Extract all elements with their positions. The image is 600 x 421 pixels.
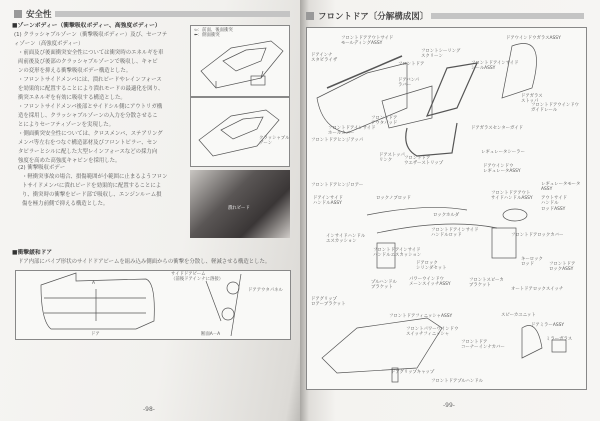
body-text-line: を効果的に配置することにより潰れモードの最適化を図り、: [18, 86, 164, 92]
part-label: ドアストッパ リンク: [379, 153, 405, 164]
part-label: フロントドアヒンジロアー: [311, 183, 364, 188]
page-number: -98-: [143, 406, 155, 413]
body-diagram-side: [190, 97, 290, 167]
part-label: ミラーガラス: [546, 337, 573, 342]
header-bar: [55, 11, 290, 17]
part-label: フロントドア コーナーインナカバー: [461, 340, 505, 351]
section-a-marker: A: [92, 281, 96, 286]
part-label: フロントドア アウタパッド: [371, 116, 398, 127]
crush-bead-photo: [190, 170, 290, 238]
part-label: ロックホルダ: [433, 213, 460, 218]
door-label: ドア: [91, 332, 100, 337]
section-title: 安全性: [26, 10, 52, 20]
zone-body-heading: ■ゾーンボディー（衝撃吸収ボディー、高強度ボディー）: [12, 23, 161, 29]
part-label: ドアウインドウ レギュレータASSY: [483, 164, 521, 175]
part-label: ドアウインドウガラスASSY: [506, 36, 561, 41]
zone-body-block: [12, 22, 167, 166]
body-text-line: ・軽衝突事故の場合、損傷範囲が小範囲に止まるようフロン: [22, 174, 168, 180]
legend-entry: ⇦：前面、後面衝突: [194, 28, 233, 33]
part-label: フロントドアインサイド シールASSY: [471, 61, 519, 72]
body-text-line: 傷を極力前側で抑える構造とした。: [22, 201, 109, 207]
part-label: フロントドアロックカバー: [511, 233, 564, 238]
part-label: フロントドアウインドウ ガイドレール: [531, 103, 580, 114]
part-label: フロントドアヒンジアッパ: [311, 138, 364, 143]
door-beam-illustration: [16, 271, 290, 339]
body-text-line: ・側面衝突安全性については、クロスメンバ、ステアリング: [18, 131, 163, 137]
body-text-line: ・前面及び後面衝突安全性については衝突時のエネルギを車: [18, 50, 164, 56]
part-label: フロントドアインサイド ハンドルロッド: [431, 228, 479, 239]
header-bar: [431, 13, 584, 19]
section-header: [14, 9, 290, 19]
side-door-beam-label: サイドドアビーム （前後ドアインナに溶接）: [171, 272, 224, 283]
door-beam-diagram: [15, 270, 291, 340]
page-number: -99-: [443, 402, 455, 409]
body-text-line: 造を採用し、クラッシャブルゾーンの入力を分散させるこ: [18, 113, 158, 119]
crush-bead-label: 潰れビード: [228, 206, 250, 211]
item2-title: (2) 衝撃吸収ボデー: [18, 165, 66, 171]
door-text: ドア内部にパイプ形状のサイドドアビームを組み込み側面からの衝撃を分散し、軽減させる構造とした。: [18, 259, 271, 265]
exploded-view-diagram: [306, 27, 587, 390]
body-text-line: トサイドメンバに潰れビードを効果的に配置することによ: [22, 183, 162, 189]
section-header: [306, 11, 584, 21]
part-label: スピーカユニット: [501, 313, 536, 318]
part-label: キーロック ロッド: [521, 257, 543, 268]
door-block: [12, 249, 270, 267]
body-text-line: メンバ等左右をつなぐ構造部材及びフロントピラー、セン: [18, 140, 158, 146]
section-aa-label: 断面A－A: [201, 332, 221, 337]
car-body-illustration: [191, 26, 289, 96]
body-text-line: ・フロントサイドメンバには、潰れビードやレインフォース: [18, 77, 162, 83]
part-label: レギュレータシーラー: [481, 150, 525, 155]
header-square: [14, 10, 22, 18]
car-body-illustration-2: [191, 98, 289, 166]
part-label: フロントシーリング スクリーン: [421, 49, 461, 60]
part-label: パワーウインドウ メーンスイッチASSY: [409, 277, 451, 288]
right-page: [300, 0, 600, 421]
body-text-line: 両前後及び後部のクラッシャブルゾーンで吸収し、キャビ: [18, 59, 158, 65]
part-label: ドアインナ スタビライザ: [311, 53, 338, 64]
body-text-line: とによりセーフティゾーンを実現した。: [18, 122, 115, 128]
part-label: フロントドアプルハンドル: [431, 379, 484, 384]
item-title-line: (1) クラッシャブルゾーン（衝撃吸収ボディー）及び、セーフテ: [14, 32, 168, 38]
impact-body-block: [18, 164, 168, 209]
section-title: フロントドア〔分解構成図〕: [318, 12, 429, 22]
part-label: ドアガラス ストッパ: [521, 94, 543, 105]
part-label: フロントスピーカ ブラケット: [469, 278, 504, 289]
body-text-line: 強度を高めた高強度キャビンを採用した。: [18, 158, 121, 164]
part-label: フロントドアアウト サイドハンドルASSY: [491, 191, 533, 202]
part-label: フロントドアアウトサイド モールディングASSY: [341, 36, 394, 47]
part-label: プルハンドル ブラケット: [371, 280, 397, 291]
part-label: フロントドアフィニッシャASSY: [389, 314, 453, 319]
part-label: ドアグリップキャップ: [391, 370, 435, 375]
part-label: フロントドアインサイド ホールカバー: [328, 126, 376, 137]
legend-entry: ⬅：側面衝突: [194, 33, 220, 39]
part-label: フロントドア ウエザーストリップ: [404, 156, 444, 167]
part-label: アウトサイド ハンドル ロッドASSY: [541, 196, 568, 212]
door-outer-panel-label: ドアアウタパネル: [248, 288, 283, 293]
part-label: レギュレータモータ ASSY: [541, 182, 581, 193]
part-label: ドアグリップ ロアーブラケット: [311, 297, 346, 308]
body-text-line: ・フロントサイドメンバ後部とサイドシル側にアウトリガ構: [18, 104, 163, 110]
part-label: フロントドア: [398, 62, 425, 67]
crushable-zone-label: クラッシャブル ゾーン: [259, 136, 290, 147]
part-label: ドアロック シリンダセット: [416, 261, 447, 272]
part-label: ドアインサイド ハンドルASSY: [313, 196, 343, 207]
item1: [12, 31, 167, 166]
header-square: [306, 12, 314, 20]
body-text-line: 衝突エネルギを有効に吸収する構造とした。: [18, 95, 126, 101]
part-label: インサイドハンドル エスカッション: [326, 234, 366, 245]
part-label: ドアバンパ ラバー: [398, 78, 420, 89]
item-title-line: ィゾーン（高強度ボディー）: [14, 41, 84, 47]
part-label: ロックノブロッド: [376, 196, 411, 201]
part-label: フロントドアインサイド ハンドルエスカッション: [373, 248, 422, 259]
item2: [18, 173, 168, 209]
door-heading: ■衝撃緩和ドア: [12, 250, 53, 256]
body-text-line: ンの変形を抑える衝撃吸収ボデー構造とした。: [18, 68, 132, 74]
part-label: フロントパワーウインドウ スイッチフィニッシャ: [406, 327, 459, 338]
body-text-line: り、衝突時の衝撃をビード部で吸収し、エンジンルーム損: [22, 192, 162, 198]
part-label: フロントドア ロックASSY: [549, 262, 576, 273]
body-text-line: タピラーとシルに配した大型レインフォースなどの採力向: [18, 149, 158, 155]
part-label: オートドアロックスイッチ: [511, 287, 564, 292]
part-label: ドアミラーASSY: [531, 323, 565, 328]
part-label: ドアガラスセンターガイド: [471, 126, 523, 131]
body-diagram-front: [190, 25, 290, 97]
